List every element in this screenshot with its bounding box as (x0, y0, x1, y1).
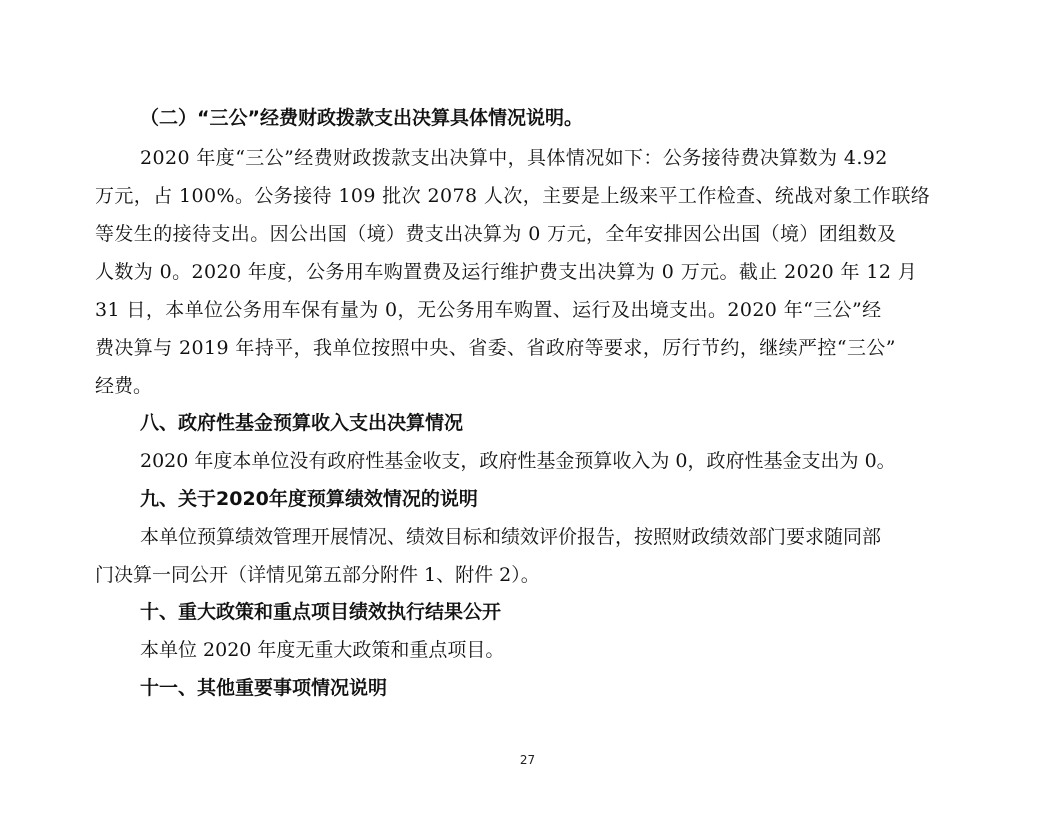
paragraph-line: 经费。 (95, 375, 153, 397)
paragraph-line: 费决算与 2019 年持平，我单位按照中央、省委、省政府等要求，厉行节约，继续严控“三公” (95, 337, 896, 359)
paragraph-line: 2020 年度本单位没有政府性基金收支，政府性基金预算收入为 0，政府性基金支出为 0。 (140, 450, 896, 472)
paragraph-line: 本单位 2020 年度无重大政策和重点项目。 (140, 639, 505, 661)
paragraph-line: 万元，占 100%。公务接待 109 批次 2078 人次，主要是上级来平工作检查、统战对象工作联络 (95, 185, 931, 207)
section-heading-policy-results: 十、重大政策和重点项目绩效执行结果公开 (140, 601, 502, 623)
paragraph-line: 31 日，本单位公务用车保有量为 0，无公务用车购置、运行及出境支出。2020 年“三公”经 (95, 299, 882, 321)
paragraph-line: 门决算一同公开（详情见第五部分附件 1、附件 2）。 (95, 564, 540, 586)
paragraph-line: 人数为 0。2020 年度，公务用车购置费及运行维护费支出决算为 0 万元。截止 2020 年 12 月 (95, 261, 918, 283)
paragraph-line: 等发生的接待支出。因公出国（境）费支出决算为 0 万元，全年安排因公出国（境）团组数及 (95, 223, 897, 245)
page-number: 27 (519, 753, 536, 767)
section-heading-performance: 九、关于2020年度预算绩效情况的说明 (140, 488, 478, 510)
section-heading-other-matters: 十一、其他重要事项情况说明 (140, 677, 388, 699)
section-heading-sangong: （二）“三公”经费财政拨款支出决算具体情况说明。 (140, 107, 583, 129)
section-heading-fund-budget: 八、政府性基金预算收入支出决算情况 (140, 412, 464, 434)
paragraph-line: 本单位预算绩效管理开展情况、绩效目标和绩效评价报告，按照财政绩效部门要求随同部 (140, 526, 882, 548)
paragraph-line: 2020 年度“三公”经费财政拨款支出决算中，具体情况如下：公务接待费决算数为 4.92 (140, 147, 888, 169)
